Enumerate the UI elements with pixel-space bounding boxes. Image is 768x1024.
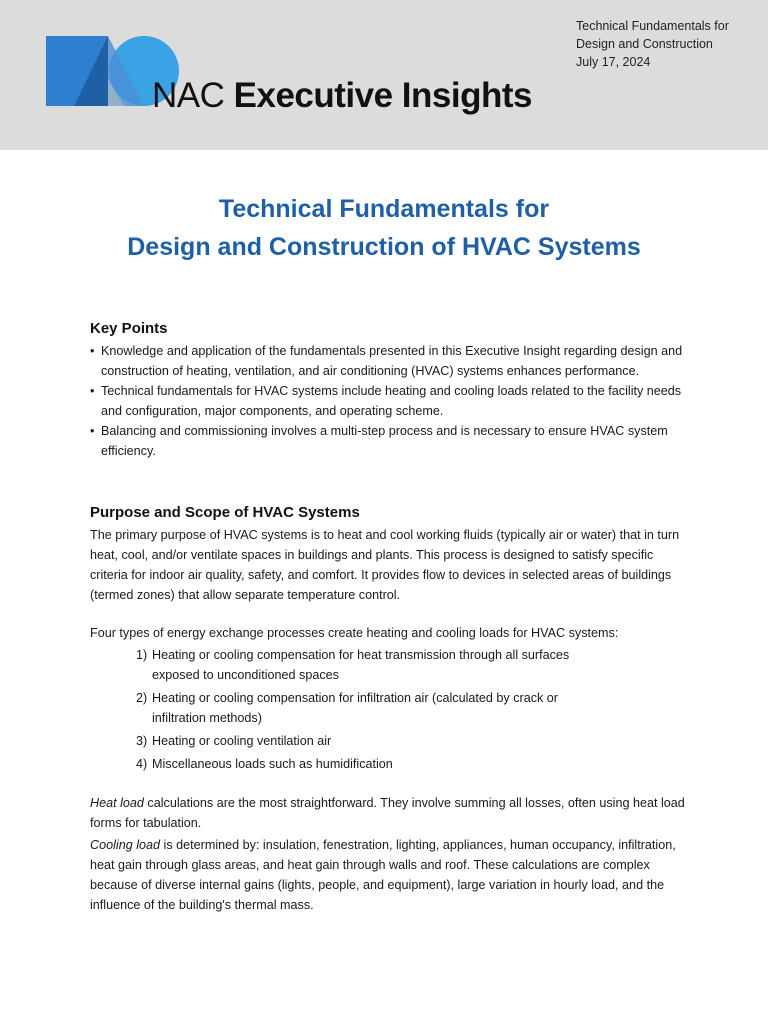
list-item: 3) Heating or cooling ventilation air [136, 734, 332, 748]
list-item: 4) Miscellaneous loads such as humidification [136, 757, 393, 771]
key-point-item: • Technical fundamentals for HVAC systems include heating and cooling loads related to the facility needs and configuration, major components, and operating scheme. [90, 381, 690, 421]
brand-main: Executive Insights [233, 76, 532, 115]
cooling-load-paragraph: Cooling load is determined by: insulation, fenestration, lighting, appliances, human occupancy, infiltration, heat gain through glass areas, and heat gain through walls and roof. These calculations are complex because of diverse internal gains (lights, people, and equipment), large variation in hourly load, and the influence of the building's thermal mass. [90, 838, 676, 912]
key-point-item: • Balancing and commissioning involves a multi-step process and is necessary to ensure HVAC system efficiency. [90, 421, 690, 461]
key-points-heading: Key Points [90, 320, 168, 337]
heat-load-paragraph: Heat load calculations are the most straightforward. They involve summing all losses, often using heat load forms for tabulation. [90, 796, 685, 830]
list-item: 2) Heating or cooling compensation for infiltration air (calculated by crack or infiltration methods) [136, 691, 558, 725]
meta-date: July 17, 2024 [576, 55, 651, 69]
title-line-1: Technical Fundamentals for [218, 195, 550, 223]
brand-title [152, 76, 532, 116]
list-item: 1) Heating or cooling compensation for heat transmission through all surfaces exposed to unconditioned spaces [136, 648, 570, 682]
meta-line-1: Technical Fundamentals for [576, 19, 729, 33]
title-line-2: Design and Construction of HVAC Systems [127, 233, 641, 261]
key-point-item: • Knowledge and application of the fundamentals presented in this Executive Insight regarding design and construction of heating, ventilation, and air conditioning (HVAC) systems enhances performance. [90, 341, 690, 381]
document-title [0, 190, 768, 266]
purpose-heading: Purpose and Scope of HVAC Systems [90, 504, 360, 521]
document-meta [576, 17, 729, 71]
cooling-load-term: Cooling load [90, 838, 161, 852]
energy-exchange-intro: Four types of energy exchange processes create heating and cooling loads for HVAC systems: [90, 626, 619, 640]
energy-exchange-list [90, 645, 690, 774]
key-points-list [90, 341, 690, 461]
brand-prefix: NAC [152, 76, 225, 115]
heat-load-term: Heat load [90, 796, 144, 810]
header-banner [0, 0, 768, 150]
meta-line-2: Design and Construction [576, 37, 713, 51]
document-body [90, 318, 690, 915]
purpose-paragraph: The primary purpose of HVAC systems is to heat and cool working fluids (typically air or water) that in turn heat, cool, and/or ventilate spaces in buildings and plants. This process is designed to satisfy specific criteria for indoor air quality, safety, and comfort. It provides flow to devices in selected areas of buildings (termed zones) that allow separate temperature control. [90, 528, 680, 602]
purpose-section [90, 502, 690, 915]
